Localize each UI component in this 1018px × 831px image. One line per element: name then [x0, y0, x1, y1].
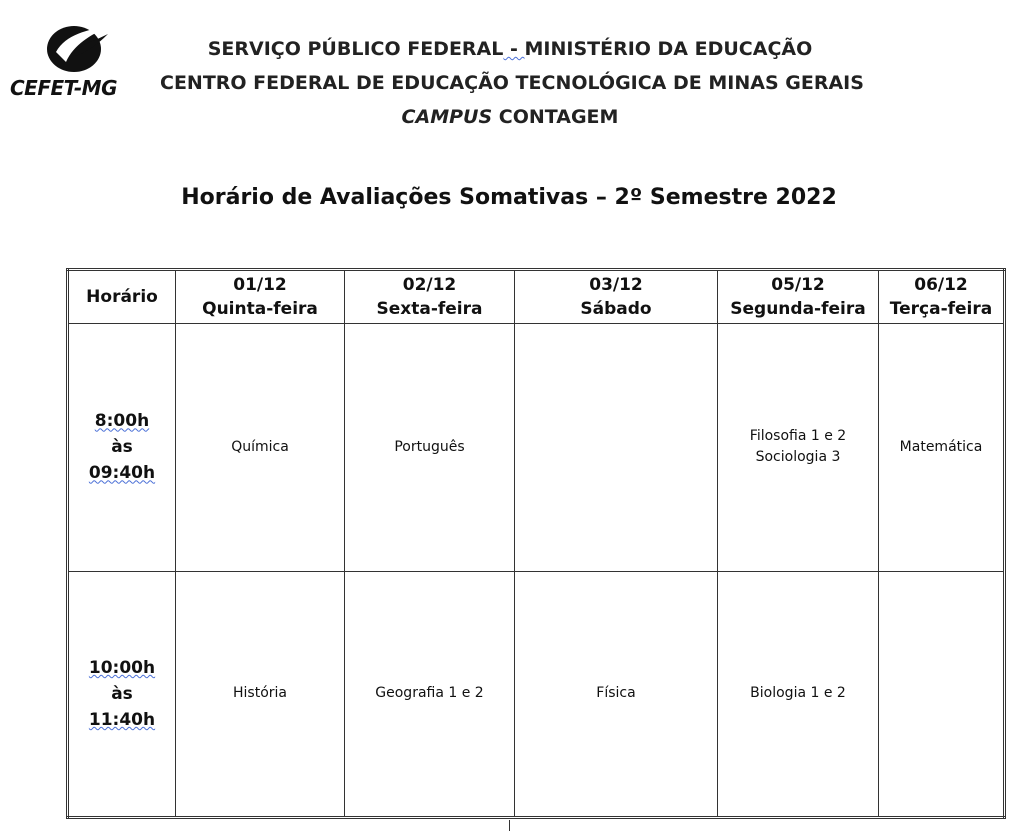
exam-cell-empty [515, 324, 718, 572]
exam-subject: Sociologia 3 [755, 449, 841, 466]
day-date: 06/12 [914, 275, 968, 295]
exam-cell [345, 324, 515, 572]
day-weekday: Sexta-feira [376, 299, 483, 319]
exam-subject: Química [231, 438, 289, 455]
time-slot-cell [68, 571, 176, 818]
header-contagem: CONTAGEM [492, 106, 619, 128]
table-row [68, 324, 1005, 572]
time-start: 8:00h [94, 411, 150, 432]
header-cell-day [515, 270, 718, 324]
exam-subject: Filosofia 1 e 2 [749, 428, 847, 445]
schedule-table [66, 268, 1006, 819]
text-cursor [509, 820, 510, 831]
cefet-logo [10, 22, 134, 100]
time-end: 09:40h [88, 463, 156, 484]
header-servico: SERVIÇO PÚBLICO FEDERAL [207, 38, 504, 60]
exam-cell [718, 324, 879, 572]
header-line-2: CENTRO FEDERAL DE EDUCAÇÃO TECNOLÓGICA DE MINAS GERAIS [160, 72, 864, 94]
day-weekday: Sábado [580, 299, 652, 319]
day-weekday: Terça-feira [889, 299, 993, 319]
header-cell-time: Horário [68, 270, 176, 324]
time-end: 11:40h [88, 709, 156, 730]
time-separator: às [111, 683, 133, 704]
header-line-1 [160, 32, 860, 66]
day-date: 03/12 [589, 275, 643, 295]
day-weekday: Quinta-feira [202, 299, 318, 319]
cefet-emblem-icon [44, 22, 110, 76]
exam-subject: Física [596, 685, 636, 702]
table-row [68, 571, 1005, 818]
time-slot-cell [68, 324, 176, 572]
day-date: 01/12 [233, 275, 287, 295]
header-cell-day [718, 270, 879, 324]
time-start: 10:00h [88, 657, 156, 678]
day-date: 05/12 [771, 275, 825, 295]
day-weekday: Segunda-feira [730, 299, 866, 319]
header-cell-day [345, 270, 515, 324]
exam-subject: Matemática [899, 438, 983, 455]
exam-cell [718, 571, 879, 818]
time-separator: às [111, 437, 133, 458]
exam-subject: Geografia 1 e 2 [375, 685, 484, 702]
table-header-row [68, 270, 1005, 324]
exam-subject: História [233, 685, 287, 702]
header-cell-day [176, 270, 345, 324]
exam-cell [176, 571, 345, 818]
day-date: 02/12 [402, 275, 457, 295]
exam-cell [879, 324, 1005, 572]
header-campus: CAMPUS [401, 106, 493, 128]
header-cell-day [879, 270, 1005, 324]
header-ministerio: MINISTÉRIO DA EDUCAÇÃO [524, 38, 813, 60]
exam-cell [345, 571, 515, 818]
exam-subject: Português [394, 438, 465, 455]
page-title: Horário de Avaliações Somativas – 2º Semestre 2022 [181, 185, 837, 210]
institution-header [160, 32, 864, 134]
exam-cell [515, 571, 718, 818]
exam-cell-empty [879, 571, 1005, 818]
header-line-3 [160, 100, 860, 134]
header-separator: - [503, 38, 525, 60]
exam-subject: Biologia 1 e 2 [750, 685, 846, 702]
exam-cell [176, 324, 345, 572]
cefet-logo-text: CEFET-MG [10, 76, 117, 100]
